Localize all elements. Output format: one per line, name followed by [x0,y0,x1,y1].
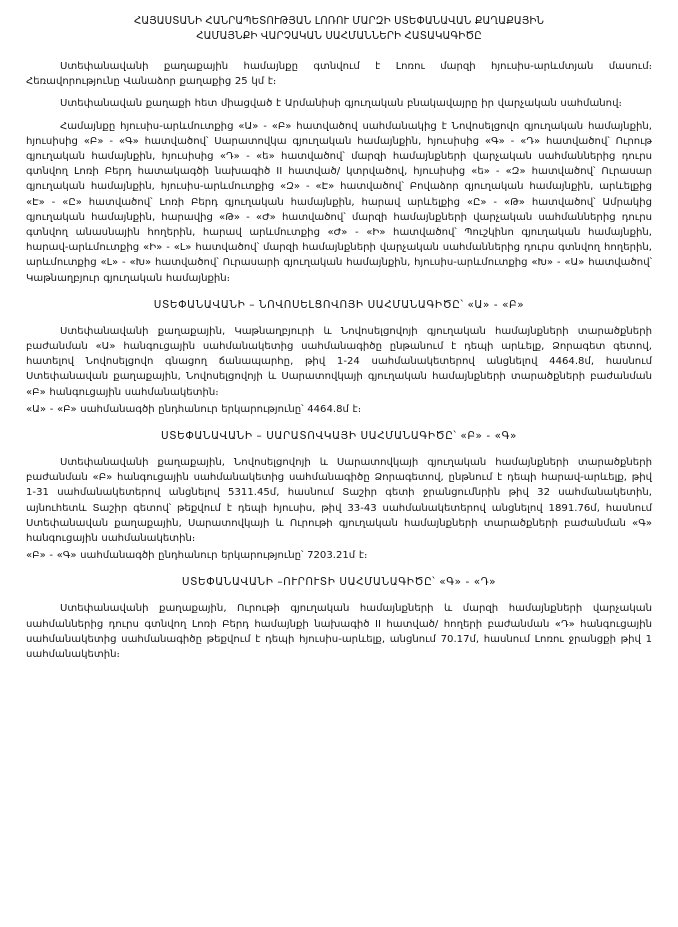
intro-paragraph-2: Ստեփանավան քաղաքի հետ միացված է Արմանիսի գյուղական բնակավայրը իր վարչական սահմանով։ [60,98,622,110]
section-2-paragraph-2: «Բ» - «Գ» սահմանագծի ընդհանուր երկարությունը՝ 7203.21մ է։ [26,550,368,562]
intro-paragraph-1: Ստեփանավանի քաղաքային համայնքը գտնվում է Լոռու մարզի հյուսիս-արևմտյան մասում։ Հեռավորությունը Վանաձոր քաղաքից 25 կմ է։ [26,61,652,88]
intro-paragraph-3: Համայնքը հյուսիս-արևմուտքից «Ա» - «Բ» հատվածով սահմանակից է Նովոսելցովո գյուղական համայնքին, հյուսիսից «Բ» - «Գ» հատվածով՝ Սարատովկա գյուղական համայնքին, հյուսիսից «Գ» - «Դ» հատվածով՝ Ուրութ գյուղական համայնքին, հյուսիսից «Դ» - «ե» հատվածով՝ մարզի համայնքների վարչական սահմաններից դուրս գտնվող Լոռի Բերդ հատակագծի նախագիծ II հատված/ կտրվածով, հյուսիսից «ե» - «Զ» հատվածով՝ Ուրասար գյուղական համայնքին, հյուսիս-արևմուտքից «Զ» - «Է» հատվածով՝ Բովաձոր գյուղական համայնքին, արևելքից «Է» - «Ը» հատվածով՝ Լոռի Բերդ գյուղական համայնքին, հարավ արևելքից «Ը» - «Թ» հատվածով՝ Ամրակից գյուղական համայնքին, հարավից «Թ» - «Ժ» հատվածով՝ մարզի համայնքների վարչական սահմաններից դուրս գտնվող անասնային հողերին, հարավ արևմուտքից «Ժ» - «Ի» հատվածով՝ Պուշկինո գյուղական համայնքին, հարավ-արևմուտքից «Ի» - «Լ» հատվածով՝ մարզի համայնքների վարչական սահմաններից դուրս գտնվող հողերին, արևմուտքից «Լ» - «Խ» հատվածով՝ Ուրասարի գյուղական համայնքին, հյուսիս-արևմուտքից «Խ» - «Ա» հատվածով՝ Կաթնաղբյուր գյուղական համայնքին։ [26,120,652,284]
title-line-1: ՀԱՅԱՍՏԱՆԻ ՀԱՆՐԱՊԵՏՈՒԹՅԱՆ ԼՈՌՈՒ ՄԱՐԶԻ ՍՏԵՓԱՆԱՎԱՆ ՔԱՂԱՔԱՅԻՆ [133,16,545,27]
section-3-paragraph-1: Ստեփանավանի քաղաքային, Ուրութի գյուղական համայնքների և մարզի համայնքների վարչական սահմաններից դուրս գտնվող Լոռի Բերդ համայնքի նախագիծ II հատված/ հողերի բաժանման «Դ» հանգուցային սահմանակետից սահմանագիծը թեքվում է դեպի հյուսիս-արևելք, անցնում 70.17մ, հասնում Լոռու ջրանցքի թիվ 1 սահմանակետին։ [26,603,652,661]
section-heading-1: ՍՏԵՓԱՆԱՎԱՆԻ – ՆՈՎՈՍԵԼՑՈՎՈՅԻ ՍԱՀՄԱՆԱԳԻԾԸ՝ «Ա» - «Բ» [153,298,525,311]
section-heading-3: ՍՏԵՓԱՆԱՎԱՆԻ –ՈՒՐՈՒՏԻ ՍԱՀՄԱՆԱԳԻԾԸ՝ «Գ» - «Դ» [181,576,497,589]
page-bottom-edge [0,923,678,927]
section-1-paragraph-1: Ստեփանավանի քաղաքային, Կաթնաղբյուրի և Նովոսելցովոյի գյուղական համայնքների տարածքների բաժանման «Ա» հանգուցային սահմանակետից սահմանագիծը ընթանում է դեպի արևելք, Ձորագետ գետով, հատելով Նովոսելցովո գնացող ճանապարհը, թիվ 1-24 սահմանակետերով անցնելով 4464.8մ, հասնում Ստեփանավան քաղաքային, Նովոսելցովոյի և Սարատովկայի գյուղական համայնքների տարածքների բաժանման «Բ» հանգուցային սահմանակետին։ [26,325,652,398]
section-1-paragraph-2: «Ա» - «Բ» սահմանագծի ընդհանուր երկարությունը՝ 4464.8մ է։ [26,403,362,415]
section-2-paragraph-1: Ստեփանավանի քաղաքային, Նովոսելցովոյի և Սարատովկայի գյուղական համայնքների տարածքների բաժանման «Բ» հանգուցային սահմանակետից սահմանագիծը Ձորագետով, ընթնում է դեպի հարավ-արևելք, թիվ 1-31 սահմանակետերով անցնելով 5311.45մ, հասնում Տաշիր գետի ջրանցումնրին թիվ 32 սահմանակետին, այնուհետև Տաշիր գետով՝ թեքվում է դեպի հյուսիս, թիվ 33-43 սահմանակետերով անցնելով 1891.76մ, հասնում Ստեփանավան քաղաքային, Սարատովկայի և Ուրութի գյուղական համայնքների տարածքների բաժանման «Գ» հանգուցային սահմանակետին։ [26,457,652,545]
title-line-2: ՀԱՄԱՅՆՔԻ ՎԱՐՉԱԿԱՆ ՍԱՀՄԱՆՆԵՐԻ ՀԱՏԱԿԱԳԻԾԸ [196,31,482,42]
section-heading-2: ՍՏԵՓԱՆԱՎԱՆԻ – ՍԱՐԱՏՈՎԿԱՅԻ ՍԱՀՄԱՆԱԳԻԾԸ՝ «Բ» - «Գ» [161,430,517,443]
page-title [26,14,652,44]
